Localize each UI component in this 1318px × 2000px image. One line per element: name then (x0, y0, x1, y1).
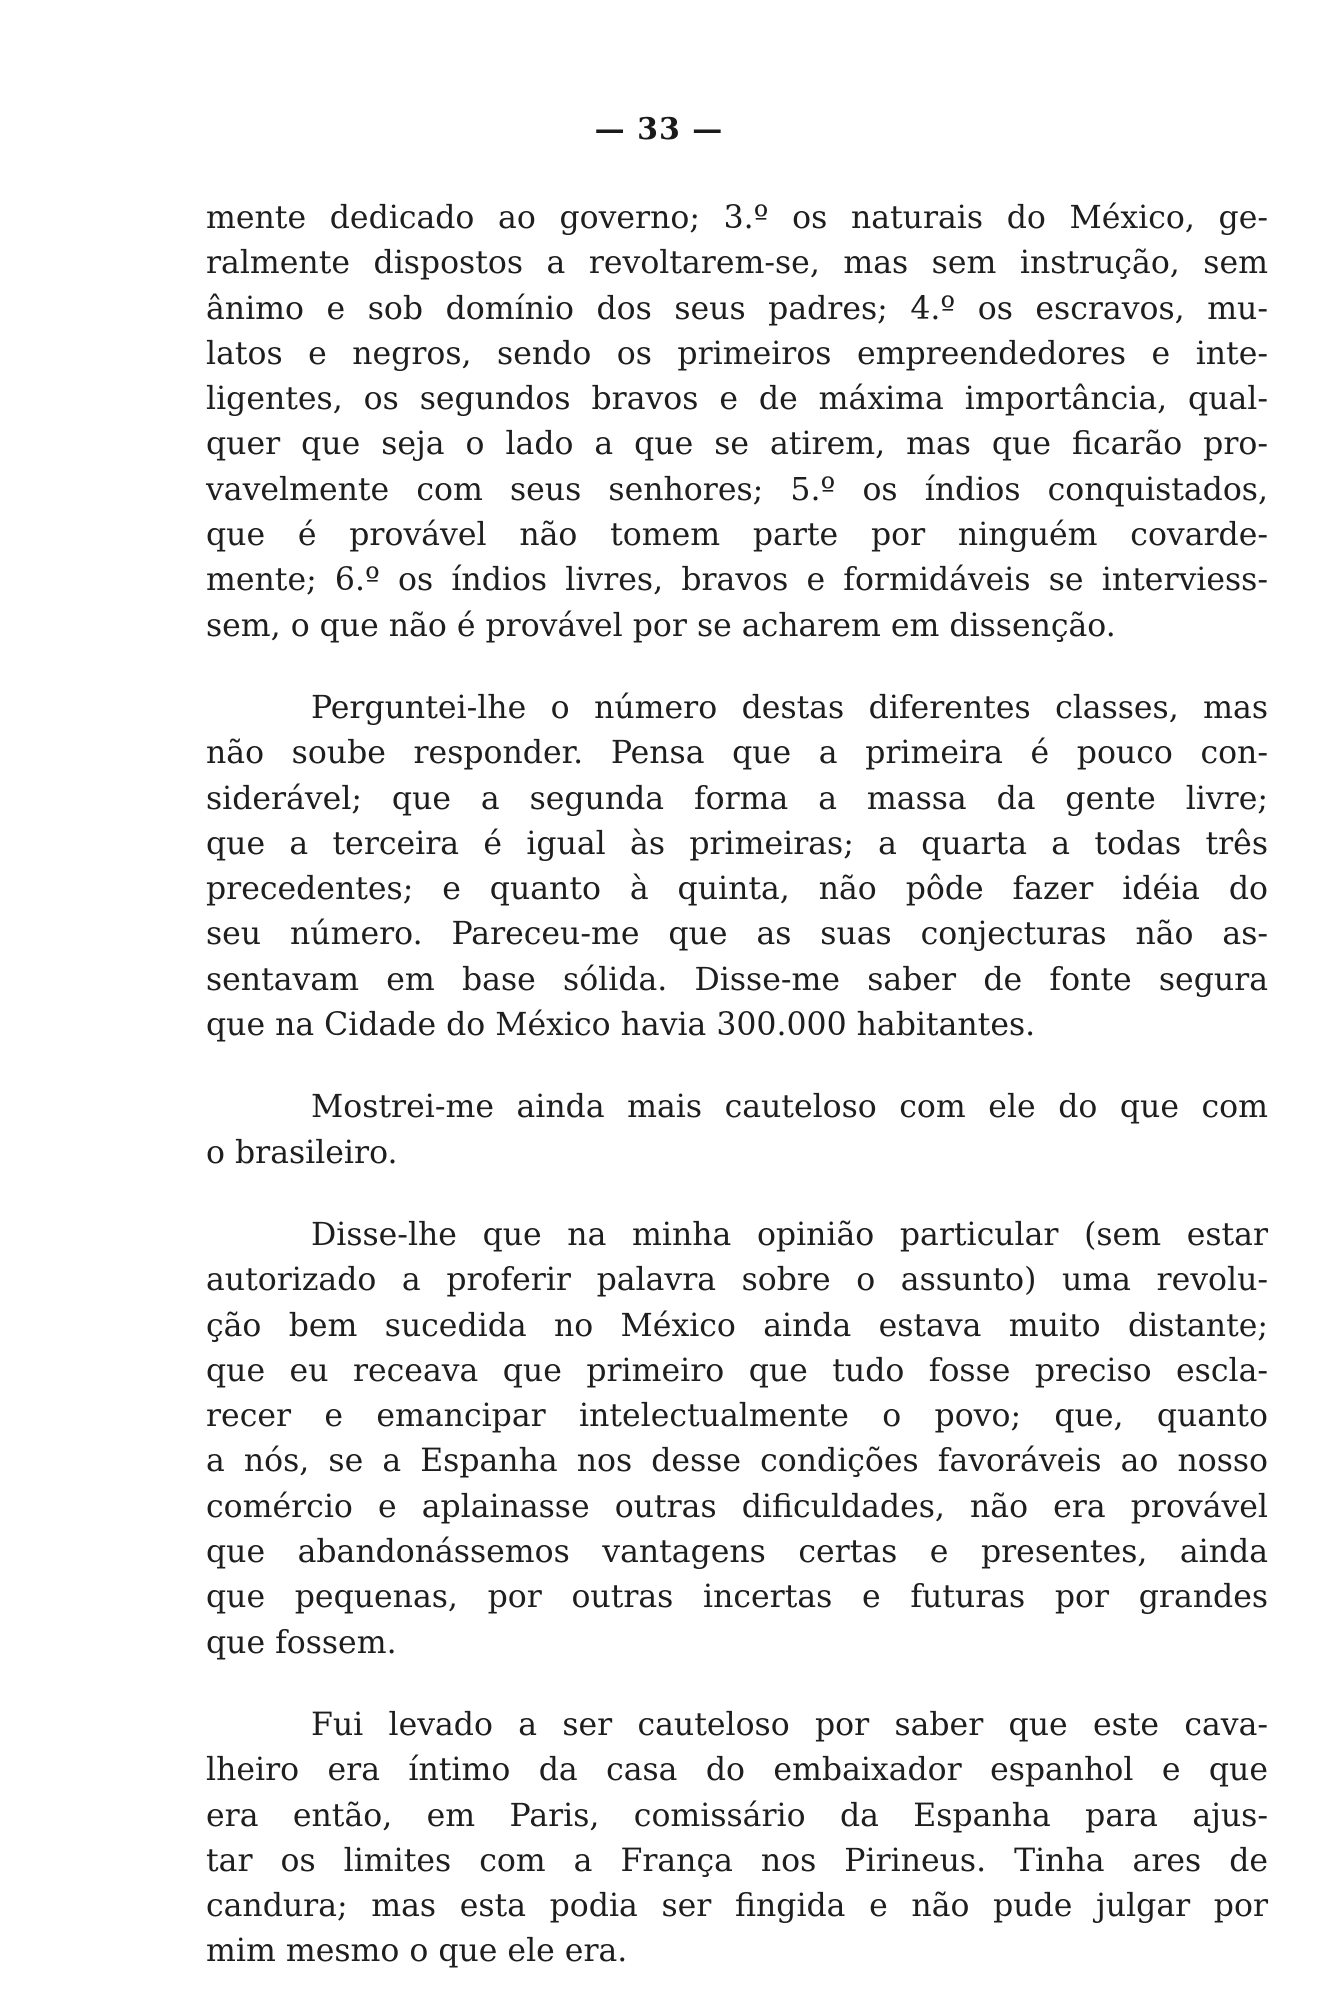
text-line: que a terceira é igual às primeiras; a quarta a todas três (206, 825, 1268, 862)
text-line: que fossem. (206, 1624, 397, 1661)
text-line: seu número. Pareceu-me que as suas conjecturas não as- (206, 916, 1268, 953)
text-line: ligentes, os segundos bravos e de máxima importância, qual- (206, 381, 1268, 418)
text-line: tar os limites com a França nos Pirineus. Tinha ares de (206, 1842, 1268, 1879)
text-line: lheiro era íntimo da casa do embaixador espanhol e que (206, 1752, 1268, 1789)
text-line: ânimo e sob domínio dos seus padres; 4.º os escravos, mu- (206, 290, 1268, 327)
text-line: Fui levado a ser cauteloso por saber que este cava- (311, 1706, 1268, 1743)
text-line: a nós, se a Espanha nos desse condições favoráveis ao nosso (206, 1443, 1268, 1480)
text-line: mim mesmo o que ele era. (206, 1933, 628, 1970)
text-line: era então, em Paris, comissário da Espanha para ajus- (206, 1797, 1268, 1834)
paragraph-1 (206, 196, 1268, 649)
text-line: que na Cidade do México havia 300.000 habitantes. (206, 1007, 1036, 1044)
paragraph-2 (206, 686, 1268, 1048)
paragraph-5 (206, 1703, 1268, 1975)
text-line: candura; mas esta podia ser fingida e não pude julgar por (206, 1888, 1268, 1925)
text-line: vavelmente com seus senhores; 5.º os índios conquistados, (206, 471, 1268, 508)
text-line: mente dedicado ao governo; 3.º os naturais do México, ge- (206, 200, 1268, 236)
text-line: que abandonássemos vantagens certas e presentes, ainda (206, 1534, 1268, 1571)
text-line: Disse-lhe que na minha opinião particular (sem estar (311, 1216, 1268, 1253)
text-line: sem, o que não é provável por se acharem em dissenção. (206, 607, 1116, 644)
text-line: que pequenas, por outras incertas e futuras por grandes (206, 1579, 1268, 1616)
text-line: que eu receava que primeiro que tudo fosse preciso escla- (206, 1352, 1268, 1389)
text-line: quer que seja o lado a que se atirem, mas que ficarão pro- (206, 426, 1268, 463)
text-line: precedentes; e quanto à quinta, não pôde fazer idéia do (206, 871, 1268, 908)
text-line: ção bem sucedida no México ainda estava muito distante; (206, 1307, 1268, 1344)
paragraph-3 (206, 1085, 1268, 1176)
text-line: autorizado a proferir palavra sobre o assunto) uma revolu- (206, 1262, 1268, 1299)
paragraph-4 (206, 1213, 1268, 1666)
text-line: não soube responder. Pensa que a primeira é pouco con- (206, 735, 1268, 772)
text-line: que é provável não tomem parte por ninguém covarde- (206, 517, 1268, 554)
text-line: latos e negros, sendo os primeiros empreendedores e inte- (206, 335, 1268, 372)
text-line: o brasileiro. (206, 1134, 398, 1171)
text-line: comércio e aplainasse outras dificuldades, não era provável (206, 1488, 1268, 1525)
text-line: mente; 6.º os índios livres, bravos e formidáveis se interviess- (206, 562, 1268, 599)
body-text (206, 196, 1268, 1975)
text-line: siderável; que a segunda forma a massa da gente livre; (206, 780, 1268, 817)
text-line: Mostrei-me ainda mais cauteloso com ele do que com (311, 1089, 1268, 1126)
text-line: sentavam em base sólida. Disse-me saber de fonte segura (206, 961, 1268, 998)
text-line: recer e emancipar intelectualmente o povo; que, quanto (206, 1398, 1268, 1435)
text-line: Perguntei-lhe o número destas diferentes classes, mas (311, 689, 1268, 726)
text-line: ralmente dispostos a revoltarem-se, mas sem instrução, sem (206, 245, 1268, 282)
page-number: — 33 — (594, 112, 724, 147)
